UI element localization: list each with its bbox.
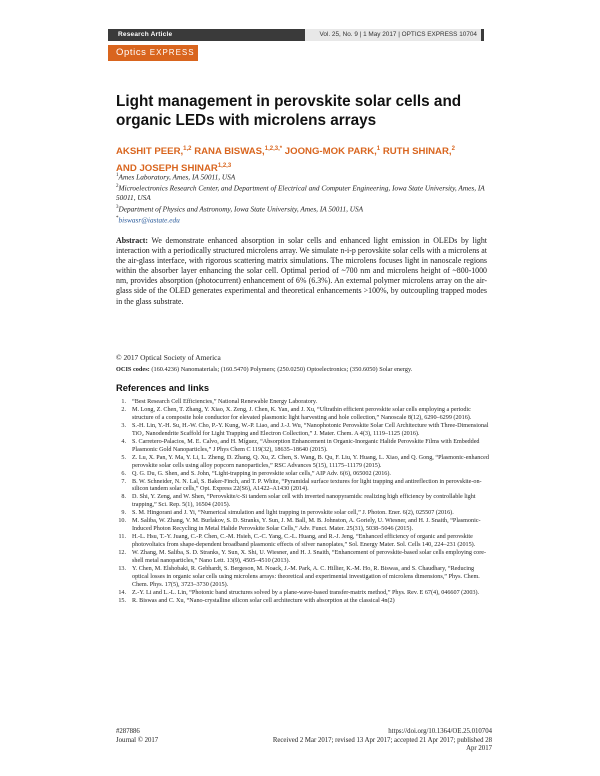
author-name: JOONG-MOK PARK,	[284, 146, 377, 158]
reference-number: 8.	[121, 494, 126, 501]
reference-number: 12.	[118, 550, 126, 557]
reference-text: S. M. Hingorani and J. Yi, “Numerical simulation and light trapping in perovskite solar cell,” J. Photon. Ener. 6(2), 025507 (2016).	[132, 510, 454, 517]
reference-item	[116, 479, 491, 495]
reference-number: 3.	[121, 422, 126, 429]
reference-text: Q. G. Du, G. Shen, and S. John, “Light-trapping in perovskite solar cells,” AIP Adv. 6(6), 065002 (2016).	[132, 470, 391, 477]
footer-right	[268, 728, 492, 754]
reference-number: 4.	[121, 438, 126, 445]
reference-list	[116, 399, 491, 606]
reference-item	[116, 439, 491, 455]
ocis-text: (160.4236) Nanomaterials; (160.5470) Polymers; (250.0250) Optoelectronics; (350.6050) Solar energy.	[151, 366, 413, 373]
reference-item	[116, 471, 491, 479]
journal-header-bar	[108, 29, 484, 41]
affiliation-item: $^2$Microelectronics Research Center, and Department of Electrical and Computer Engineering, Iowa State University, Ames, IA 50011, USA	[116, 183, 485, 203]
reference-text: Z. Lu, X. Pan, Y. Ma, Y. Li, L. Zheng, D. Zhang, Q. Xu, Z. Chen, S. Wang, B. Qu, F. Liu, Y. Huang, L. Xiao, and Q. Gong, “Plasmonic-enhanced perovskite solar cells using alloy popcorn nanoparticles,” RSC Advances 5(15), 11175–11179 (2015).	[132, 454, 489, 469]
reference-item	[116, 423, 491, 439]
author-name: RUTH SHINAR,	[382, 146, 452, 158]
email-link[interactable]: biswasr@iastate.edu	[118, 215, 180, 225]
abstract-text: We demonstrate enhanced absorption in solar cells and enhanced light emission in OLEDs by light interaction with a periodically structured microlens array. We simulate n-i-p perovskite solar cells with a microlens at the air-glass interface, with rigorous scattering matrix simulations. The microlens focuses light in nanoscale regions within the absorber layer enhancing the solar cell. Optimal period of ~700 nm and microlens height of ~800-1000 nm, provides absorption (photocurrent) enhancement of 6% (6.3%). An external polymer microlens array on the air-glass side of the OLED generates experimental and theoretical enhancements >100%, by outcoupling trapped modes in the glass substrate.	[116, 236, 487, 306]
author-name: AKSHIT PEER,	[116, 146, 184, 158]
reference-number: 13.	[118, 566, 126, 573]
ocis-codes	[116, 366, 496, 373]
reference-text: S.-H. Lin, Y.-H. Su, H.-W. Cho, P.-Y. Kung, W.-P. Liao, and J.-J. Wu, “Nanophotonic Perovskite Solar Cell Architecture with Three-Dimensional TiO₂ Nanodendrite Scaffold for Light Trapping and Electron Collection,” J. Mater. Chem. A 4(3), 1119–1125 (2016).	[132, 422, 489, 437]
affiliations	[116, 171, 496, 226]
logo-word-express: EXPRESS	[149, 48, 195, 57]
logo-word-optics: Optics	[116, 47, 147, 58]
reference-item	[116, 455, 491, 471]
reference-text: R. Biswas and C. Xu, “Nano-crystalline silicon solar cell architecture with absorption at the classical 4n(2)	[132, 597, 395, 604]
reference-item	[116, 407, 491, 423]
affiliation-item: $^3$Department of Physics and Astronomy, Iowa State University, Ames, IA 50011, USA	[116, 204, 364, 214]
reference-item	[116, 534, 491, 550]
reference-item	[116, 494, 491, 510]
reference-number: 2.	[121, 406, 126, 413]
reference-item	[116, 566, 491, 590]
author-affil-sup: 2	[451, 146, 455, 152]
publication-history: Received 2 Mar 2017; revised 13 Apr 2017; accepted 21 Apr 2017; published 28 Apr 2017	[272, 736, 492, 753]
reference-number: 1.	[121, 399, 126, 405]
author-conjunction: AND	[116, 163, 137, 175]
reference-text: D. Shi, Y. Zeng, and W. Shen, “Perovskite/c-Si tandem solar cell with inverted nanopyramids: realizing high efficiency by controllable light trapping,” Sci. Rep. 5(1), 16504 (2015).	[132, 494, 476, 509]
corresponding-email: *biswasr@iastate.edu	[116, 215, 180, 225]
journal-copyright: Journal © 2017	[116, 736, 159, 744]
reference-number: 14.	[118, 589, 126, 596]
reference-number: 9.	[121, 510, 126, 517]
reference-item	[116, 399, 491, 407]
author-affil-sup: 1	[376, 146, 381, 152]
reference-item	[116, 598, 491, 606]
reference-item	[116, 550, 491, 566]
journal-logo	[108, 45, 198, 61]
reference-text: S. Carretero-Palacios, M. E. Calvo, and H. Míguez, “Absorption Enhancement in Organic-Inorganic Halide Perovskite Films with Embedded Plasmonic Gold Nanoparticles,” J Phys Chem C 119(32), 18635–18640 (2015).	[132, 438, 480, 453]
ocis-label: OCIS codes:	[116, 366, 150, 373]
reference-item	[116, 590, 491, 598]
author-affil-sup: 1,2	[183, 146, 192, 152]
footer-left	[116, 728, 158, 745]
reference-text: B. W. Schneider, N. N. Lal, S. Baker-Finch, and T. P. White, “Pyramidal surface textures for light trapping and antireflection in perovskite-on-silicon tandem solar cells,” Opt. Express 22(S6), A1422–A1430 (2014).	[132, 478, 482, 493]
reference-text: M. Saliba, W. Zhang, V. M. Burlakov, S. D. Stranks, Y. Sun, J. M. Ball, M. B. Johnston, A. Goriely, U. Wiesner, and H. J. Snaith, “Plasmonic-Induced Photon Recycling in Metal Halide Perovskite Solar Cells,” Adv. Funct. Mater. 25(31), 5038–5046 (2015).	[132, 518, 481, 533]
reference-number: 6.	[121, 470, 126, 477]
author-affil-sup: 1,2,3,*	[264, 146, 283, 152]
reference-text: Z.-Y. Li and L.-L. Lin, “Photonic band structures solved by a plane-wave-based transfer-matrix method,” Phys. Rev. E 67(4), 046607 (2003).	[132, 589, 480, 596]
author-name: RANA BISWAS,	[194, 146, 265, 158]
author-name: JOSEPH SHINAR	[139, 163, 218, 175]
article-type-label: Research Article	[118, 31, 173, 38]
reference-item	[116, 518, 491, 534]
paper-title: Light management in perovskite solar cells and organic LEDs with microlens arrays	[116, 93, 462, 129]
reference-number: 11.	[118, 534, 126, 541]
reference-text: H.-L. Hsu, T.-Y. Juang, C.-P. Chen, C.-M. Hsieh, C.-C. Yang, C.-L. Huang, and R.-J. Jeng, “Enhanced efficiency of organic and perovskite photovoltaics from shape-dependent broadband plasmonic effects of silver nanoplates,” Sol. Energy Mater. Sol. Cells 140, 224–231 (2015).	[132, 534, 476, 549]
references-heading: References and links	[116, 383, 210, 393]
author-affil-sup: 1,2,3	[217, 163, 232, 170]
journal-citation: Vol. 25, No. 9 | 1 May 2017 | OPTICS EXPRESS 10704	[305, 29, 481, 41]
abstract	[116, 236, 487, 307]
reference-text: Y. Chen, M. Elshobaki, R. Gebhardt, S. Bergeson, M. Noack, J.-M. Park, A. C. Hillier, K.-M. Ho, R. Biswas, and S. Chaudhary, “Reducing optical losses in organic solar cells using microlens arrays: theoretical and experimental investigation of microlens dimensions,” Phys. Chem. Chem. Phys. 17(5), 3723–3730 (2015).	[132, 566, 480, 588]
reference-text: “Best Research Cell Efficiencies,” National Renewable Energy Laboratory.	[132, 399, 318, 405]
reference-number: 5.	[121, 454, 126, 461]
abstract-label: Abstract:	[116, 236, 148, 245]
doi-link[interactable]: https://doi.org/10.1364/OE.25.010704	[388, 728, 492, 735]
reference-number: 15.	[118, 597, 126, 604]
reference-number: 10.	[118, 518, 126, 525]
copyright-notice: © 2017 Optical Society of America	[116, 353, 221, 362]
affiliation-item: $^1$Ames Laboratory, Ames, IA 50011, USA	[116, 172, 236, 182]
reference-text: W. Zhang, M. Saliba, S. D. Stranks, Y. Sun, X. Shi, U. Wiesner, and H. J. Snaith, “Enhancement of perovskite-based solar cells employing core-shell metal nanoparticles,” Nano Lett. 13(9), 4505–4510 (2013).	[132, 550, 487, 565]
reference-number: 7.	[121, 478, 126, 485]
reference-text: M. Long, Z. Chen, T. Zhang, Y. Xiao, X. Zeng, J. Chen, K. Yan, and J. Xu, “Ultrathin efficient perovskite solar cells employing a periodic structure of a composite hole conductor for elevated plasmonic light harvesting and hole collection,” Nanoscale 8(12), 6290–6299 (2016).	[132, 406, 472, 421]
article-number: #287886	[116, 728, 140, 735]
